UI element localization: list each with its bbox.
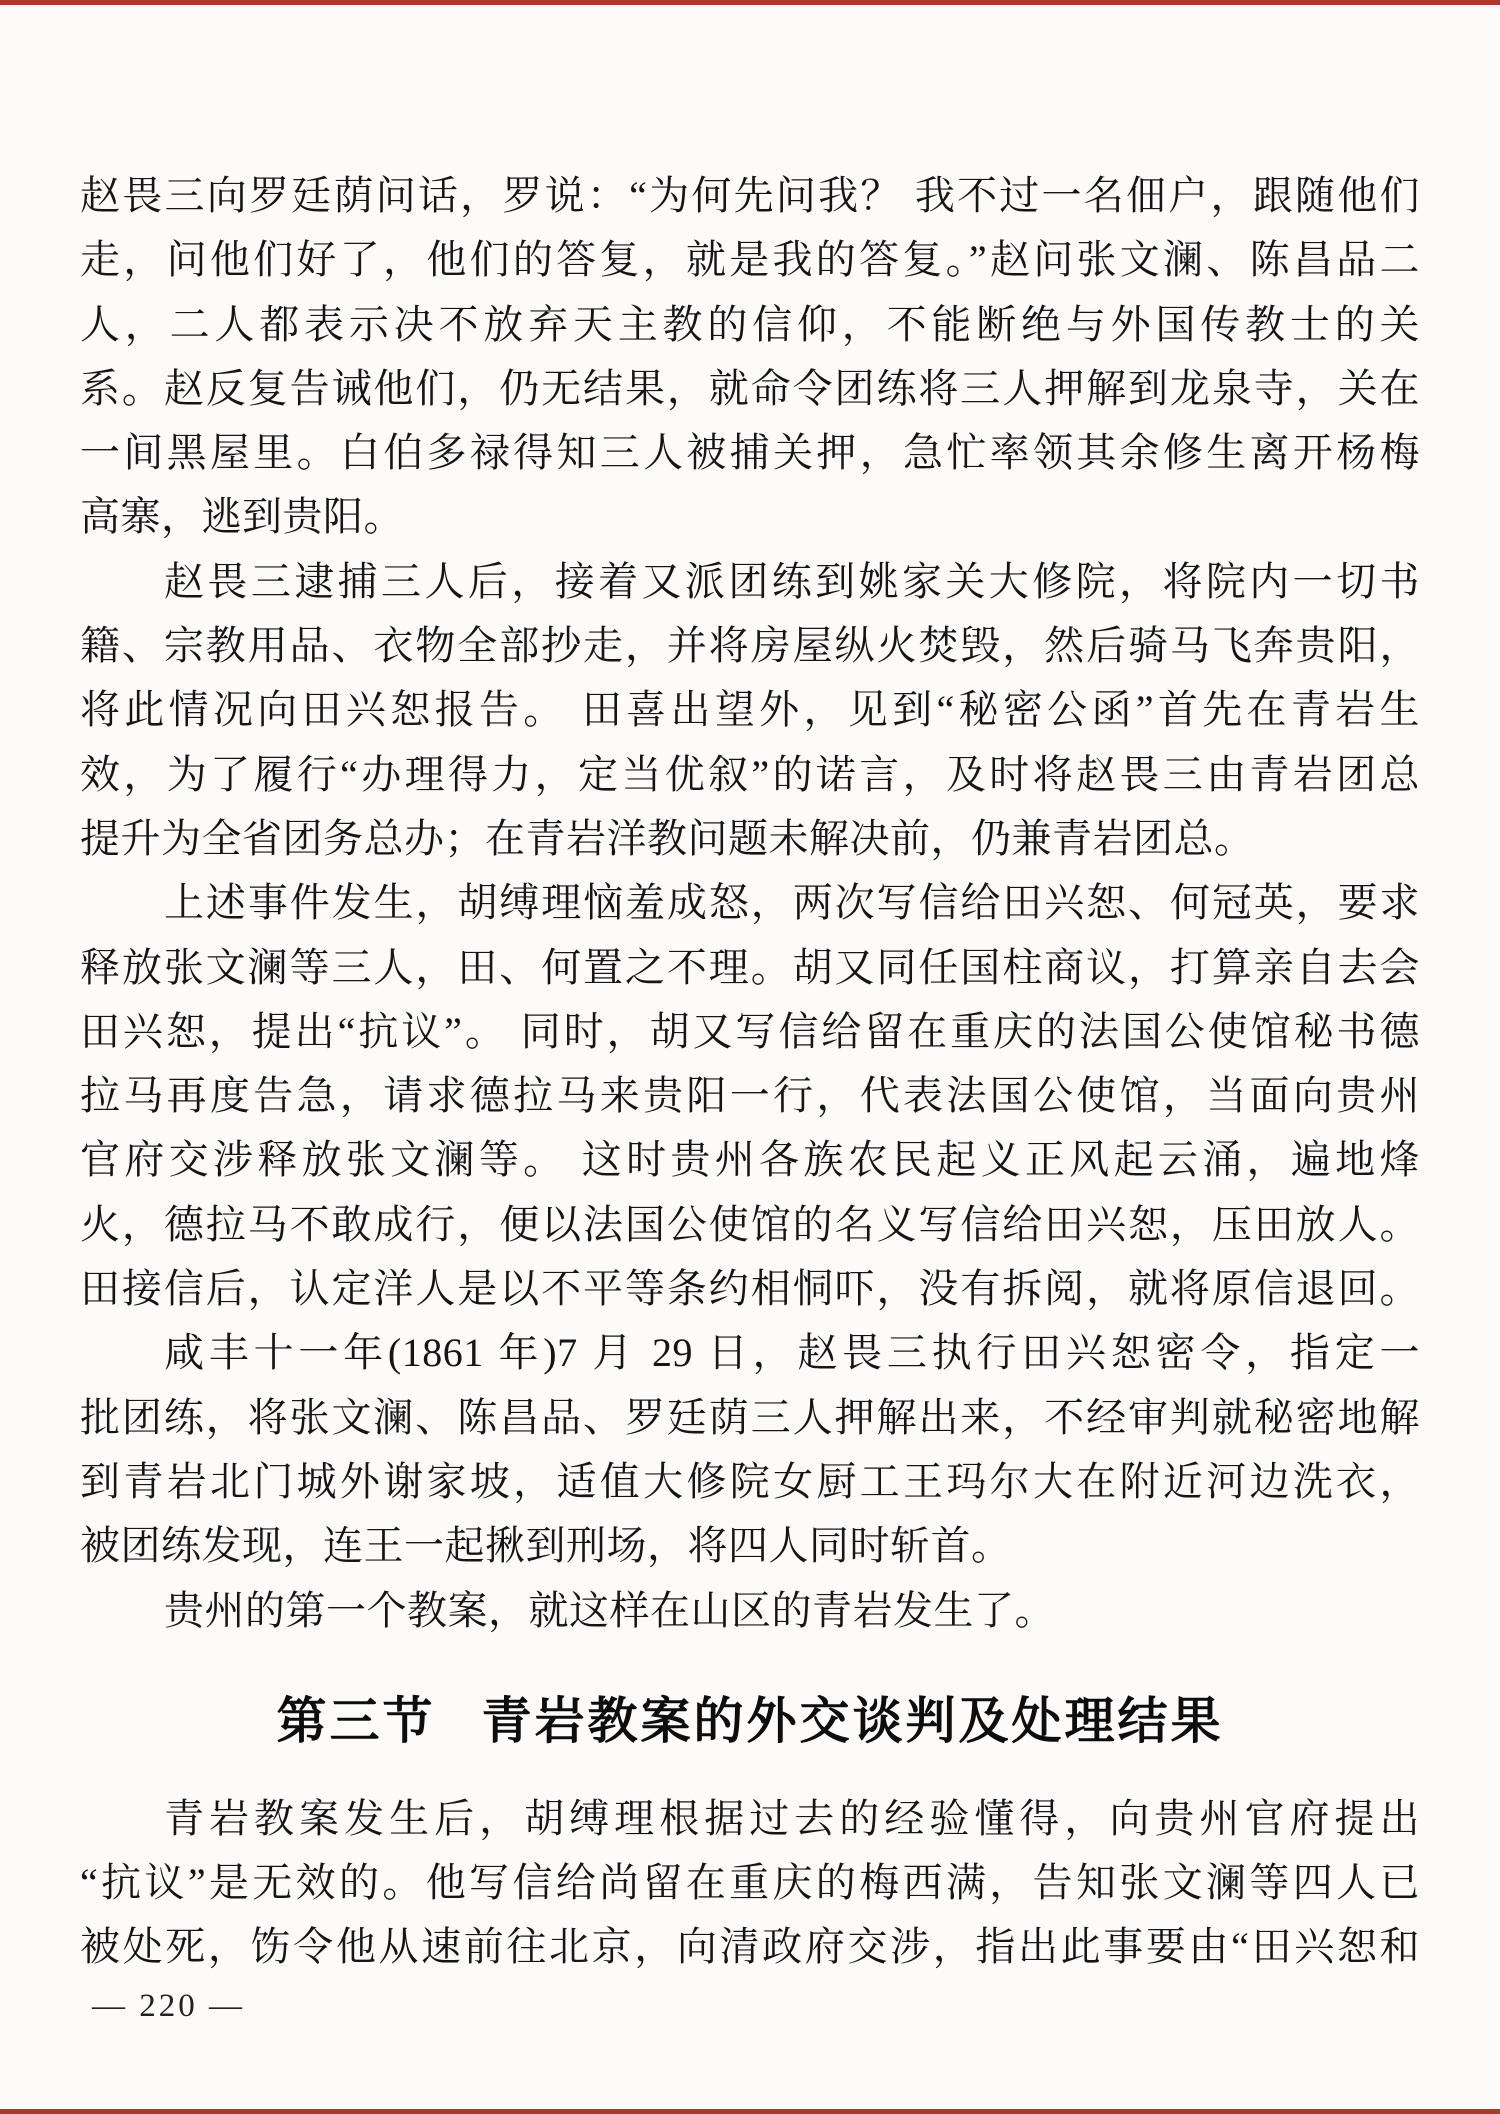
text-line: 到青岩北门城外谢家坡，适值大修院女厨工王玛尔大在附近河边洗衣， [80, 1458, 1420, 1504]
text-line: “抗议”是无效的。他写信给尚留在重庆的梅西满，告知张文澜等四人已 [80, 1860, 1420, 1906]
text-line: 赵畏三逮捕三人后，接着又派团练到姚家关大修院，将院内一切书 [164, 558, 1420, 604]
text-line: 提升为全省团务总办；在青岩洋教问题未解决前，仍兼青岩团总。 [80, 815, 1255, 861]
text-line: 拉马再度告急，请求德拉马来贵阳一行，代表法国公使馆，当面向贵州 [80, 1073, 1420, 1119]
text-line: 上述事件发生，胡缚理恼羞成怒，两次写信给田兴恕、何冠英，要求 [164, 880, 1420, 926]
text-line: 官府交涉释放张文澜等。 这时贵州各族农民起义正风起云涌，遍地烽 [80, 1137, 1420, 1183]
text-line: 火，德拉马不敢成行，便以法国公使馆的名义写信给田兴恕，压田放人。 [80, 1201, 1420, 1247]
bottom-edge-red-line [0, 2109, 1500, 2114]
text-line: 将此情况向田兴恕报告。 田喜出望外，见到“秘密公函”首先在青岩生 [80, 687, 1420, 733]
text-line: 一间黑屋里。白伯多禄得知三人被捕关押，急忙率领其余修生离开杨梅 [80, 430, 1420, 476]
text-line: 被团练发现，连王一起揪到刑场，将四人同时斩首。 [80, 1523, 1012, 1569]
body-lines-top [80, 164, 1420, 1643]
section-heading [80, 1685, 1420, 1757]
text-line: 人，二人都表示决不放弃天主教的信仰，不能断绝与外国传教士的关 [80, 301, 1420, 347]
text-line: 走，问他们好了，他们的答复，就是我的答复。”赵问张文澜、陈昌品二 [80, 237, 1420, 283]
text-line: 被处死，饬令他从速前往北京，向清政府交涉，指出此事要由“田兴恕和 [80, 1924, 1420, 1970]
section-number: 第三节 [276, 1692, 436, 1749]
text-line: 高寨，逃到贵阳。 [80, 494, 404, 540]
section-title: 青岩教案的外交谈判及处理结果 [481, 1692, 1224, 1749]
text-column [80, 0, 1420, 2025]
text-line: 田接信后，认定洋人是以不平等条约相恫吓，没有拆阅，就将原信退回。 [80, 1266, 1420, 1312]
body-lines-bottom [80, 1787, 1420, 1980]
text-line: 咸丰十一年(1861 年)7 月 29 日，赵畏三执行田兴恕密令，指定一 [164, 1330, 1420, 1376]
text-line: 青岩教案发生后，胡缚理根据过去的经验懂得，向贵州官府提出 [164, 1795, 1420, 1841]
text-line: 效，为了履行“办理得力，定当优叙”的诺言，及时将赵畏三由青岩团总 [80, 751, 1420, 797]
text-line: 贵州的第一个教案，就这样在山区的青岩发生了。 [164, 1587, 1055, 1633]
text-line: 籍、宗教用品、衣物全部抄走，并将房屋纵火焚毁，然后骑马飞奔贵阳， [80, 623, 1420, 669]
page-number: — 220 — [92, 1987, 245, 2024]
text-line: 赵畏三向罗廷荫问话，罗说：“为何先问我？ 我不过一名佃户，跟随他们 [80, 173, 1420, 218]
text-line: 释放张文澜等三人，田、何置之不理。胡又同任国柱商议，打算亲自去会 [80, 944, 1420, 990]
text-line: 系。赵反复告诫他们，仍无结果，就命令团练将三人押解到龙泉寺，关在 [80, 365, 1420, 411]
text-line: 田兴恕，提出“抗议”。 同时，胡又写信给留在重庆的法国公使馆秘书德 [80, 1008, 1420, 1054]
text-line: 批团练，将张文澜、陈昌品、罗廷荫三人押解出来，不经审判就秘密地解 [80, 1394, 1420, 1440]
